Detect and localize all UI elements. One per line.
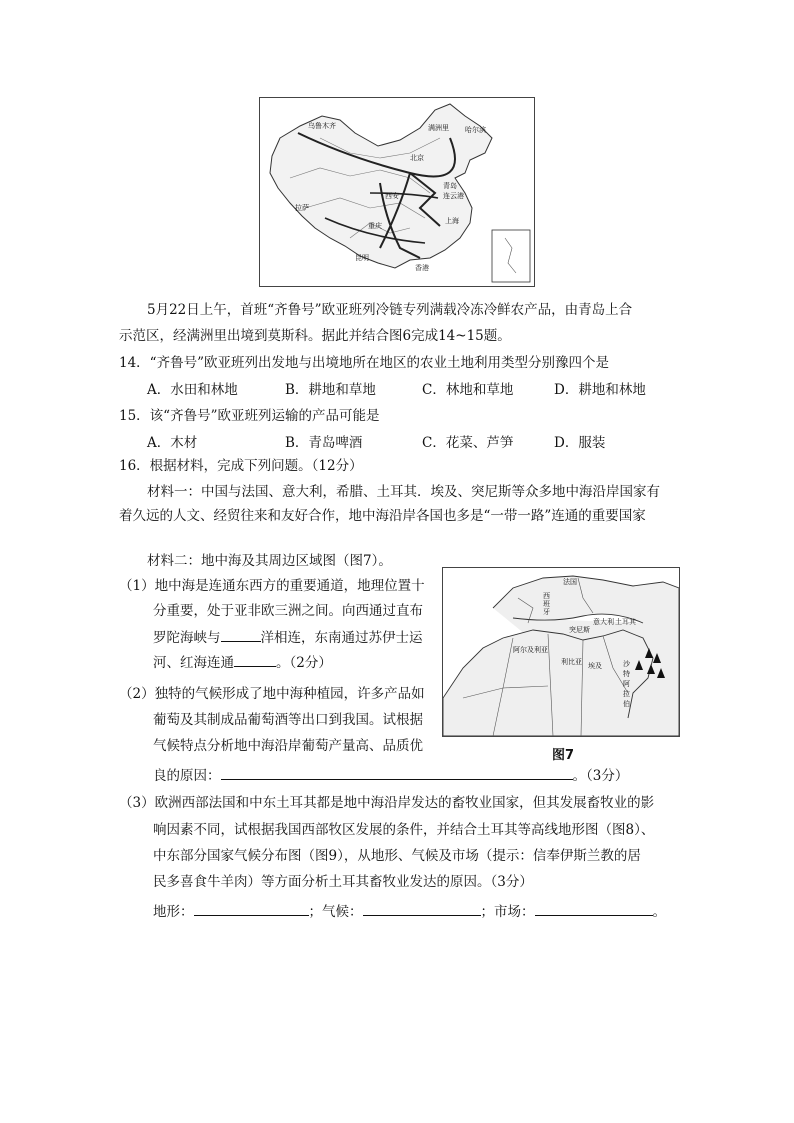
map6-label-10: 重庆 bbox=[368, 222, 382, 230]
q16-p3-line3: 中东部分国家气候分布图（图9），从地形、气候及市场（提示：信奉伊斯兰教的居 bbox=[153, 848, 641, 864]
market-answer-blank[interactable] bbox=[535, 901, 653, 916]
q16-material2: 材料二：地中海及其周边区域图（图7）。 bbox=[147, 553, 392, 569]
figure-6-china-map bbox=[259, 97, 535, 287]
q16-material1-line1: 材料一：中国与法国、意大利，希腊、土耳其．埃及、突尼斯等众多地中海沿岸国家有 bbox=[147, 484, 660, 500]
map6-label-4: 青岛 bbox=[443, 182, 457, 190]
q16-stem: 16．根据材料，完成下列问题。（12分） bbox=[119, 458, 363, 474]
q15-stem: 15．该“齐鲁号”欧亚班列运输的产品可能是 bbox=[119, 408, 380, 424]
figure-7-mediterranean-map bbox=[442, 567, 680, 737]
climate-answer-blank[interactable] bbox=[363, 901, 481, 916]
terrain-answer-blank[interactable] bbox=[194, 901, 309, 916]
map7-label-3: 牙 bbox=[543, 608, 550, 616]
q15-option-d[interactable]: D．服装 bbox=[554, 435, 606, 451]
map7-label-6: 突尼斯 bbox=[569, 626, 590, 634]
map7-label-13: 拉 bbox=[623, 690, 630, 698]
map6-label-1: 满洲里 bbox=[428, 124, 449, 132]
q16-p1-line3 bbox=[153, 627, 423, 648]
q16-p3-line1: （3）欧洲西部法国和中东土耳其都是地中海沿岸发达的畜牧业国家，但其发展畜牧业的影 bbox=[119, 795, 655, 811]
intro-line-2: 示范区，经满洲里出境到莫斯科。据此并结合图6完成14~15题。 bbox=[119, 328, 511, 344]
map7-label-4: 意大利 bbox=[593, 618, 614, 626]
q16-p2-line1: （2）独特的气候形成了地中海种植园，许多产品如 bbox=[119, 686, 425, 702]
q14-option-a[interactable]: A．水田和林地 bbox=[147, 382, 238, 398]
map7-label-7: 阿尔及利亚 bbox=[513, 646, 548, 654]
q14-option-b[interactable]: B．耕地和草地 bbox=[285, 382, 376, 398]
q16-p1-text-b: 洋相连，东南通过苏伊士运 bbox=[260, 630, 423, 646]
q16-p1-line1: （1）地中海是连通东西方的重要通道，地理位置十 bbox=[119, 578, 425, 594]
ocean-answer-blank[interactable] bbox=[221, 627, 261, 642]
map7-label-8: 利比亚 bbox=[561, 658, 582, 666]
china-map-svg bbox=[260, 98, 534, 286]
map7-label-12: 阿 bbox=[623, 680, 630, 688]
map7-label-1: 西 bbox=[543, 592, 550, 600]
map6-label-3: 北京 bbox=[410, 154, 424, 162]
q16-p2-line3: 气候特点分析地中海沿岸葡萄产量高、品质优 bbox=[153, 738, 423, 754]
grape-reason-answer-blank[interactable] bbox=[221, 765, 573, 780]
q14-options bbox=[147, 380, 646, 400]
map6-label-11: 西安 bbox=[385, 192, 399, 200]
market-label: ；市场： bbox=[480, 904, 535, 920]
q16-p2-text-b: 。（3分） bbox=[572, 768, 629, 784]
terrain-label: 地形： bbox=[153, 904, 194, 920]
map7-label-10: 沙 bbox=[623, 660, 630, 668]
q16-material1-line2: 着久远的人文、经贸往来和友好合作，地中海沿岸各国也多是“一带一路”连通的重要国家 bbox=[119, 508, 646, 524]
q14-stem: 14．“齐鲁号”欧亚班列出发地与出境地所在地区的农业土地利用类型分别豫四个是 bbox=[119, 355, 609, 371]
q16-p2-line2: 葡萄及其制成品葡萄酒等出口到我国。试根据 bbox=[153, 712, 423, 728]
q14-option-d[interactable]: D．耕地和林地 bbox=[554, 382, 646, 398]
intro-line-1: 5月22日上午，首班“齐鲁号”欧亚班列冷链专列满载冷冻冷鲜农产品，由青岛上合 bbox=[147, 302, 633, 318]
map6-label-2: 哈尔滨 bbox=[465, 126, 486, 134]
mediterranean-map-svg bbox=[443, 568, 679, 736]
q16-p1-text-a: 罗陀海峡与 bbox=[153, 630, 221, 646]
q15-options bbox=[147, 433, 605, 453]
q16-p2-line4 bbox=[153, 765, 628, 786]
q16-p1-text-d: 。（2分） bbox=[276, 655, 332, 671]
q16-p3-line4: 民多喜食牛羊肉）等方面分析土耳其畜牧业发达的原因。（3分） bbox=[153, 874, 533, 890]
answer-end: 。 bbox=[652, 904, 666, 920]
map7-label-2: 班 bbox=[543, 600, 550, 608]
q15-option-a[interactable]: A．木材 bbox=[147, 435, 198, 451]
q16-p2-text-a: 良的原因： bbox=[153, 768, 221, 784]
q14-option-c[interactable]: C．林地和草地 bbox=[422, 382, 514, 398]
map6-label-7: 上海 bbox=[445, 217, 459, 225]
map7-label-11: 特 bbox=[623, 670, 630, 678]
map7-label-0: 法国 bbox=[563, 578, 577, 586]
q15-option-b[interactable]: B．青岛啤酒 bbox=[285, 435, 363, 451]
sea-answer-blank[interactable] bbox=[234, 652, 276, 667]
q16-p1-line4 bbox=[153, 652, 332, 673]
q16-p1-text-c: 河、红海连通 bbox=[153, 655, 234, 671]
q16-p1-line2: 分重要，处于亚非欧三洲之间。向西通过直布 bbox=[153, 603, 423, 619]
map6-label-8: 昆明 bbox=[355, 254, 369, 262]
map6-label-5: 连云港 bbox=[443, 192, 464, 200]
map7-label-14: 伯 bbox=[623, 700, 630, 708]
map6-label-9: 香港 bbox=[415, 264, 429, 272]
map6-label-6: 拉萨 bbox=[295, 204, 309, 212]
map6-label-0: 乌鲁木齐 bbox=[308, 122, 336, 130]
map7-label-9: 埃及 bbox=[588, 662, 602, 670]
q15-option-c[interactable]: C．花菜、芦笋 bbox=[422, 435, 514, 451]
map7-label-5: 土耳其 bbox=[615, 618, 636, 626]
q16-p3-line2: 响因素不同，试根据我国西部牧区发展的条件，并结合土耳其等高线地形图（图8）、 bbox=[153, 822, 655, 838]
climate-label: ；气候： bbox=[308, 904, 363, 920]
figure-7-caption: 图7 bbox=[552, 748, 575, 763]
q16-p3-answer-line bbox=[153, 901, 666, 922]
